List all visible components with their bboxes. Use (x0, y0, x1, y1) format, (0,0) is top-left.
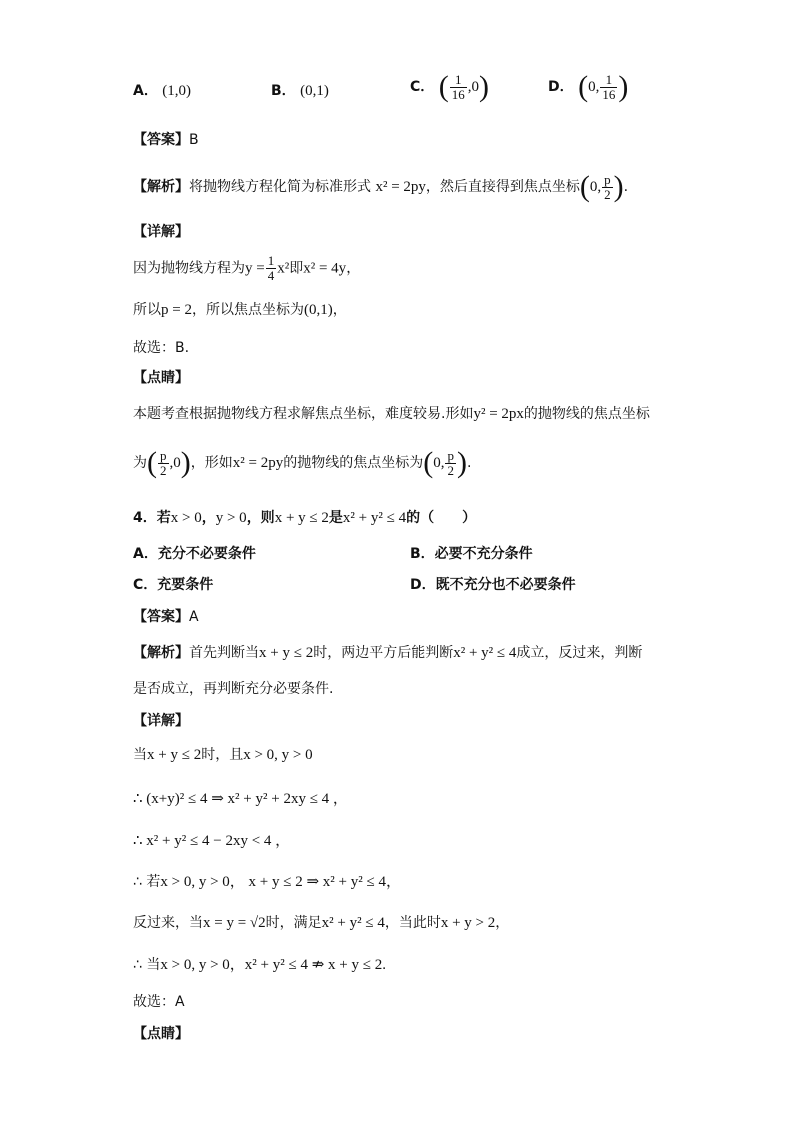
q3-note-tag: 【点睛】 (133, 370, 189, 386)
option-c-rest: ,0 (467, 79, 479, 95)
text: 反过来，当 (133, 915, 203, 931)
option-a-value: (1,0) (162, 83, 192, 99)
option-a (133, 76, 191, 106)
eq: x + y > 2 (440, 915, 496, 931)
text: ，当此时 (384, 915, 441, 931)
text: 是 (328, 510, 343, 526)
q4-option-c: C．充要条件 (133, 577, 214, 593)
text: ， (495, 915, 510, 931)
option-b-value: (0,1) (300, 83, 329, 99)
text: 时，满足 (265, 915, 322, 931)
focus-fraction: $\frac{p}{2}$ (604, 171, 611, 202)
analysis-text: 将抛物线方程化简为标准形式 (189, 179, 371, 195)
eq: y = (245, 260, 265, 277)
eq: x > 0, y > 0，x² + y² ≤ 4 ⇏ x + y ≤ 2. (160, 957, 386, 973)
q3-answer (133, 130, 199, 150)
q4-detail-tag: 【详解】 (133, 713, 189, 729)
q3-detail-tag: 【详解】 (133, 224, 189, 240)
q3-analysis: 【解析】将抛物线方程化简为标准形式 x² = 2py，然后直接得到焦点坐标(0, $\frac{p}{2}$ ). (133, 170, 629, 203)
q4-analysis-line2: 是否成立，再判断充分必要条件. (133, 681, 334, 697)
eq: x² = 4y (303, 260, 347, 277)
eq: x > 0, y > 0， x + y ≤ 2 ⇒ x² + y² ≤ 4， (160, 874, 401, 890)
q4-note-tag: 【点睛】 (133, 1026, 189, 1042)
option-d-label: D． (548, 79, 574, 95)
fraction: $\frac{p}{2}$ (447, 447, 454, 478)
option-c: C． ( $\frac{1}{16}$ ,0) (410, 70, 489, 103)
eq: x + y ≤ 2 (259, 645, 314, 661)
eq: x = y = √2 (203, 915, 266, 931)
option-d-fraction: $\frac{1}{16}$ (602, 71, 616, 102)
q4-detail-line3: ∴ x² + y² ≤ 4 − 2xy < 4 ， (133, 833, 291, 849)
fraction: $\frac{p}{2}$ (160, 447, 167, 478)
text: ，所以焦点坐标为 (191, 302, 304, 318)
text: 首先判断当 (189, 645, 259, 661)
q3-detail-line1 (133, 254, 360, 283)
eq: x² = 2py (232, 455, 284, 471)
period: . (623, 179, 629, 195)
answer-value: B (189, 132, 199, 148)
q4-option-a: A．充分不必要条件 (133, 546, 256, 562)
focus-pre: 0, (589, 179, 602, 195)
q3-note-line2: 为( $\frac{p}{2}$ ,0)，形如x² = 2py的抛物线的焦点坐标为(0, $\frac{p}{2}$ ). (133, 446, 472, 479)
fraction: $\frac{1}{4}$ (267, 253, 275, 283)
eq: x > 0 (170, 510, 202, 526)
answer-tag: 【答案】 (133, 609, 189, 625)
eq: y² = 2px (473, 406, 524, 422)
text: ， (332, 302, 347, 318)
q4-detail-line6 (133, 955, 386, 975)
text: 时，且 (201, 747, 244, 763)
text: 的（ ） (406, 510, 477, 526)
option-d-pre: 0, (588, 79, 600, 95)
text: 4．若 (133, 510, 171, 526)
eq: ,0 (169, 455, 181, 471)
text: 时，两边平方后能判断 (313, 645, 454, 661)
option-d: D． (0, $\frac{1}{16}$ ) (548, 70, 629, 103)
text: 的抛物线的焦点坐标为 (283, 455, 424, 471)
q4-detail-line7: 故选：A (133, 994, 185, 1010)
analysis-text2: ，然后直接得到焦点坐标 (425, 179, 580, 195)
eq: x > 0, y > 0 (243, 747, 313, 763)
text: 即 (289, 260, 304, 277)
q4-analysis-line1 (133, 643, 642, 663)
q4-answer (133, 607, 199, 627)
answer-tag: 【答案】 (133, 132, 189, 148)
eq: x² + y² ≤ 4 (342, 510, 407, 526)
eq: (0,1) (303, 302, 333, 318)
eq: x² + y² ≤ 4 (453, 645, 517, 661)
text: 为 (133, 455, 147, 471)
text: 的抛物线的焦点坐标 (523, 406, 650, 422)
option-a-label: A． (133, 83, 158, 99)
text: 当 (133, 747, 147, 763)
eq: p = 2 (161, 302, 192, 318)
option-c-label: C． (410, 79, 435, 95)
q4-detail-line5 (133, 913, 509, 933)
eq: 0, (433, 455, 445, 471)
q4-option-d: D．既不充分也不必要条件 (410, 577, 576, 593)
option-b-label: B． (271, 83, 296, 99)
text: 所以 (133, 302, 161, 318)
text: ∴ 当 (133, 957, 161, 973)
text: ，形如 (190, 455, 233, 471)
eq: x + y ≤ 2 (147, 747, 202, 763)
eq: x² (277, 260, 290, 277)
text: ，则 (246, 510, 275, 526)
text: ， (201, 510, 216, 526)
text: . (466, 455, 472, 471)
q3-detail-line3: 故选：B. (133, 340, 190, 356)
answer-value: A (189, 609, 199, 625)
q4-detail-line4 (133, 872, 401, 892)
option-c-fraction: $\frac{1}{16}$ (451, 71, 465, 102)
text: 成立，反过来，判断 (516, 645, 643, 661)
analysis-tag: 【解析】 (133, 645, 189, 661)
text: 因为抛物线方程为 (133, 260, 245, 277)
eq: y > 0 (215, 510, 247, 526)
text: ， (346, 260, 361, 277)
q3-note-line1 (133, 404, 650, 424)
eq: x² + y² ≤ 4 (321, 915, 385, 931)
option-b (271, 76, 329, 106)
text: 本题考查根据抛物线方程求解焦点坐标，难度较易.形如 (133, 406, 474, 422)
q4-option-b: B．必要不充分条件 (410, 546, 533, 562)
analysis-tag: 【解析】 (133, 179, 189, 195)
q4-stem (133, 508, 476, 528)
q4-detail-line1 (133, 745, 313, 765)
eq: x + y ≤ 2 (274, 510, 329, 526)
q4-detail-line2: ∴ (x+y)² ≤ 4 ⇒ x² + y² + 2xy ≤ 4 ， (133, 791, 348, 807)
analysis-eq: x² = 2py (375, 179, 426, 195)
text: ∴ 若 (133, 874, 161, 890)
q3-detail-line2 (133, 300, 347, 320)
